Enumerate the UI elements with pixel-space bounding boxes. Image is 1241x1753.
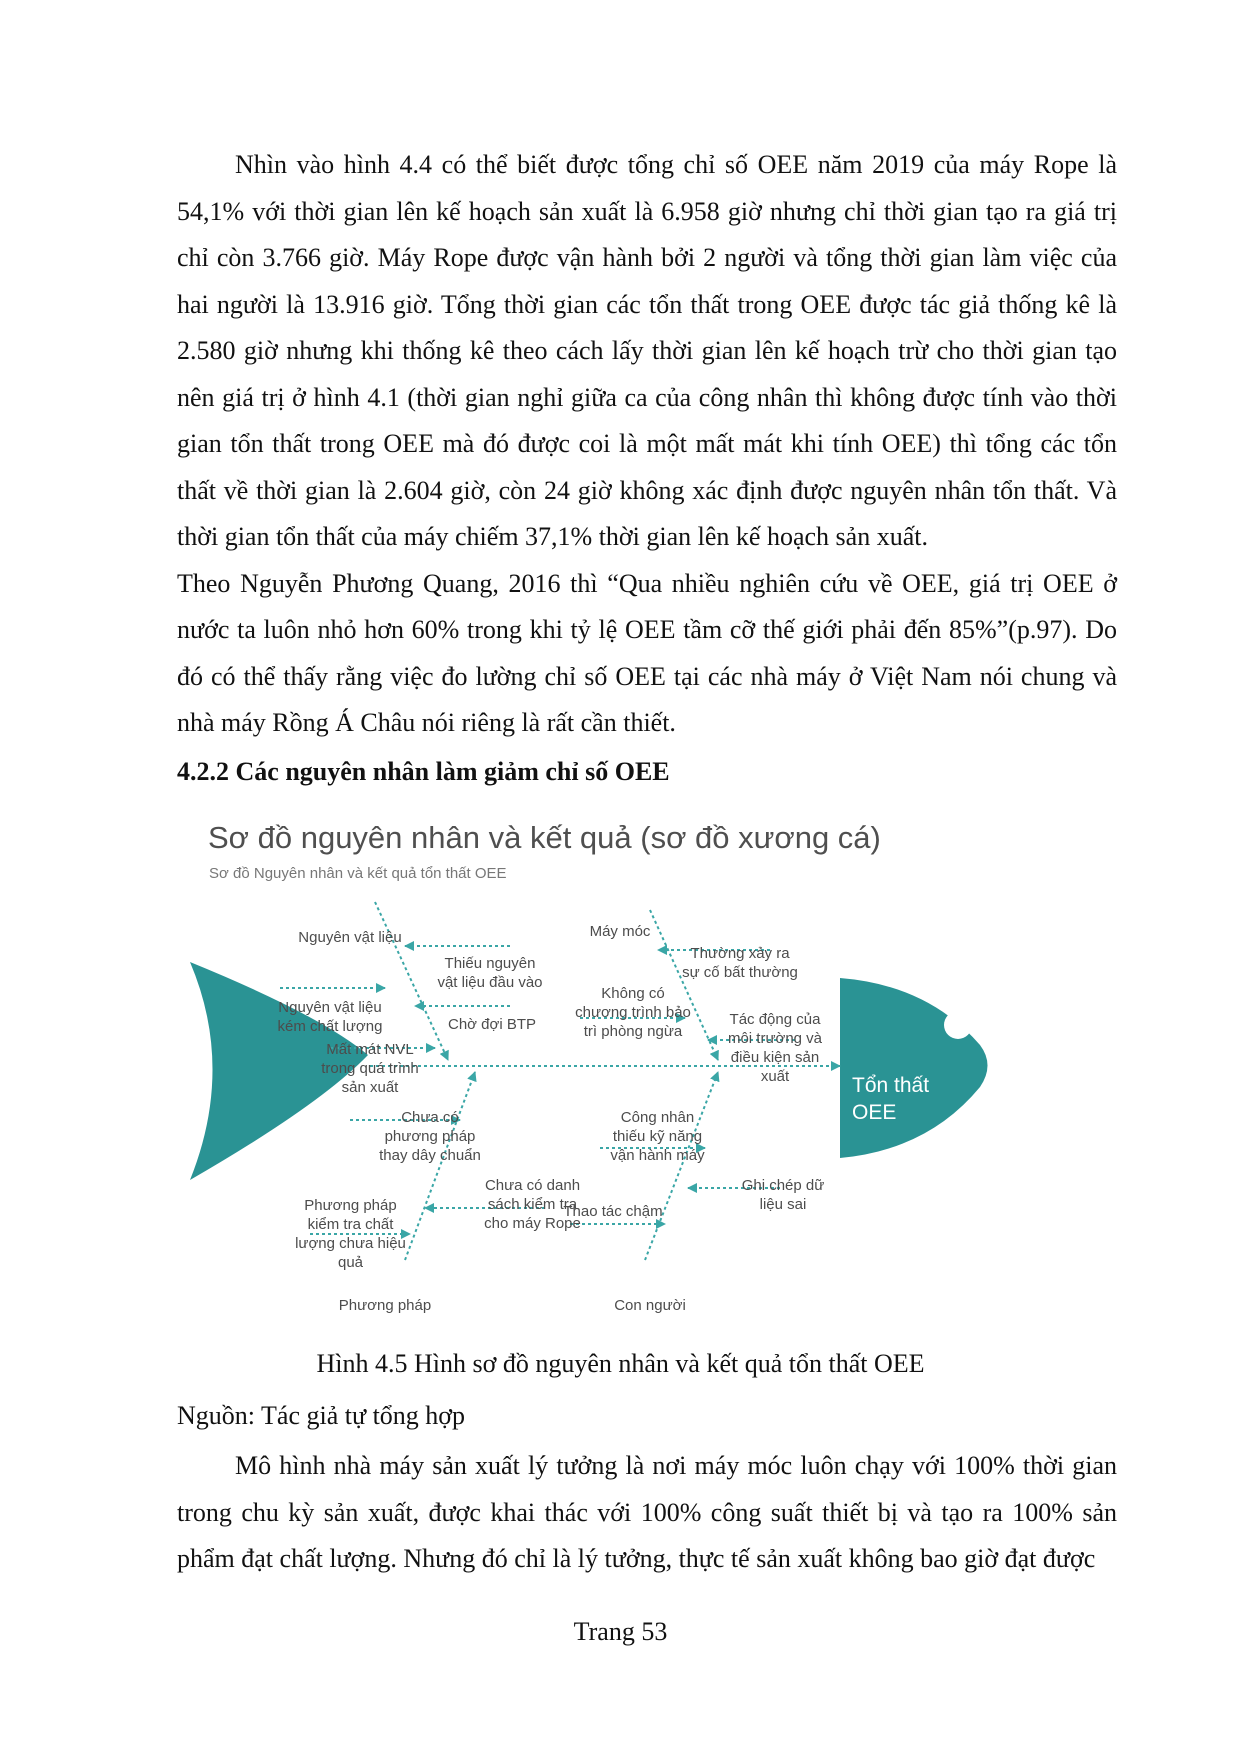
cause-material-loss: Mất mát NVL trong quá trình sản xuất (321, 1041, 419, 1096)
cause-abnormal-incidents: Thường xảy ra sự cố bất thường (682, 945, 798, 981)
body-text-bottom (177, 1443, 1117, 1583)
paragraph-citation: Theo Nguyễn Phương Quang, 2016 thì “Qua nhiều nghiên cứu về OEE, giá trị OEE ở nước ta luôn nhỏ hơn 60% trong khi tỷ lệ OEE tầm cỡ thế giới phải đến 85%”(p.97). Do đó có thể thấy rằng việc đo lường chỉ số OEE tại các nhà máy ở Việt Nam nói chung và nhà máy Rồng Á Châu nói riêng là rất cần thiết. (177, 568, 1117, 737)
figure-subtitle: Sơ đồ Nguyên nhân và kết quả tổn thất OEE (209, 865, 507, 882)
effect-label: Tổn thất OEE (852, 1074, 930, 1124)
cause-slow-operation: Thao tác chậm (563, 1203, 663, 1220)
figure-source: Nguồn: Tác giả tự tổng hợp (177, 1401, 466, 1430)
cause-poor-material: Nguyên vật liệu kém chất lượng (277, 999, 383, 1035)
bone-methods (405, 1072, 475, 1260)
paragraph-oee-summary: Nhìn vào hình 4.4 có thể biết được tổng chỉ số OEE năm 2019 của máy Rope là 54,1% với thời gian lên kế hoạch sản xuất là 6.958 giờ nhưng chỉ thời gian tạo ra giá trị chỉ còn 3.766 giờ. Máy Rope được vận hành bởi 2 người và tổng thời gian làm việc của hai người là 13.916 giờ. Tổng thời gian các tổn thất trong OEE được tác giả thống kê là 2.580 giờ nhưng khi thống kê theo cách lấy thời gian lên kế hoạch trừ cho thời gian tạo nên giá trị ở hình 4.1 (thời gian nghỉ giữa ca của công nhân thì không được tính vào thời gian tổn thất trong OEE mà đó được coi là một mất mát khi tính OEE) thì tổng các tổn thất về thời gian là 2.604 giờ, còn 24 giờ không xác định được nguyên nhân tổn thất. Và thời gian tổn thất của máy chiếm 37,1% thời gian lên kế hoạch sản xuất. (177, 150, 1117, 551)
body-text-top (177, 142, 1117, 747)
bone-people (645, 1072, 718, 1260)
figure-caption: Hình 4.5 Hình sơ đồ nguyên nhân và kết quả tổn thất OEE (316, 1349, 925, 1378)
cause-no-standard-change: Chưa có phương pháp thay dây chuẩn (379, 1109, 481, 1164)
cause-material-shortage: Thiếu nguyên vật liệu đầu vào (437, 955, 543, 991)
category-people: Con người (614, 1297, 686, 1314)
paragraph-ideal-factory: Mô hình nhà máy sản xuất lý tưởng là nơi máy móc luôn chạy với 100% thời gian trong chu kỳ sản xuất, được khai thác với 100% công suất thiết bị và tạo ra 100% sản phẩm đạt chất lượng. Nhưng đó chỉ là lý tưởng, thực tế sản xuất không bao giờ đạt được (177, 1451, 1117, 1573)
cause-unskilled-worker: Công nhân thiếu kỹ năng vận hành máy (610, 1109, 705, 1164)
cause-wait-wip: Chờ đợi BTP (447, 1016, 537, 1033)
category-methods: Phương pháp (338, 1297, 432, 1314)
category-materials: Nguyên vật liệu (298, 929, 402, 946)
category-machines: Máy móc (589, 923, 651, 940)
cause-qc-method: Phương pháp kiểm tra chất lượng chưa hiệu quả (295, 1197, 406, 1271)
figure-title: Sơ đồ nguyên nhân và kết quả (sơ đồ xương cá) (208, 820, 881, 855)
fishbone-diagram (180, 810, 1060, 1340)
cause-no-checklist: Chưa có danh sách kiểm tra cho máy Rope (484, 1177, 581, 1232)
page-number: Trang 53 (573, 1617, 668, 1646)
fish-eye (944, 1011, 972, 1039)
cause-environment: Tác động của môi trường và điều kiện sản xuất (727, 1011, 823, 1085)
fish-head (840, 978, 988, 1158)
cause-wrong-records: Ghi chép dữ liệu sai (741, 1177, 825, 1213)
section-heading: 4.2.2 Các nguyên nhân làm giảm chỉ số OEE (177, 757, 670, 786)
cause-no-maintenance: Không có chương trình bảo trì phòng ngừa (575, 985, 691, 1040)
